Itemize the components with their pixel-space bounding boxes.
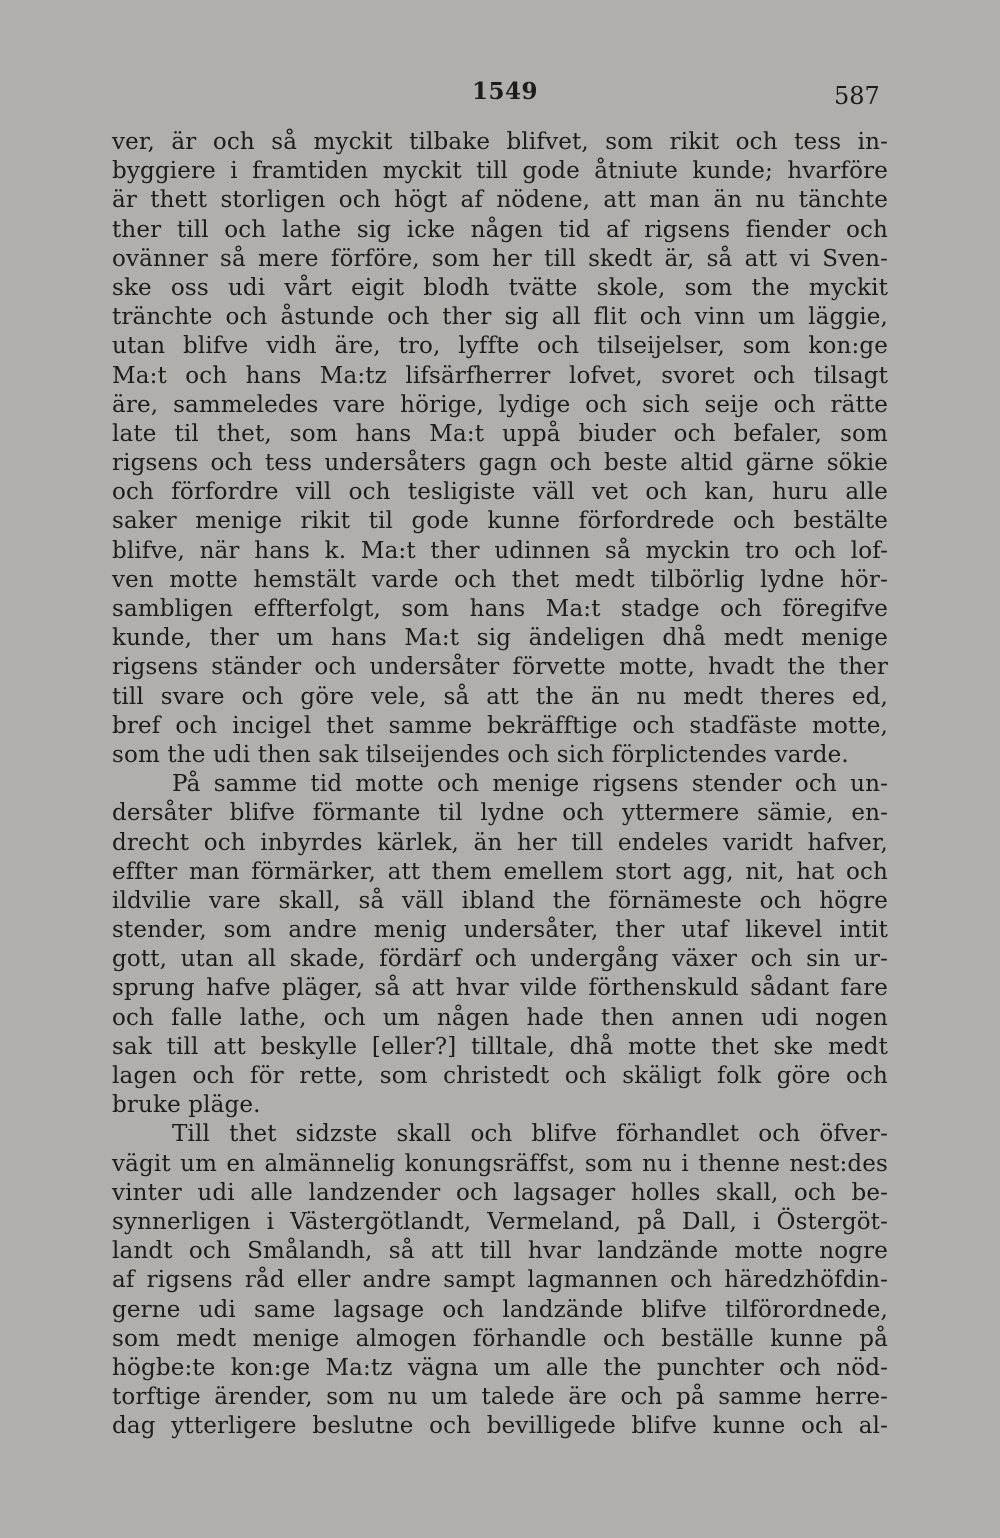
text-line: saker menige rikit til gode kunne förfordrede och bestälte bbox=[112, 508, 888, 535]
paragraph-start-line: Till thet sidzste skall och blifve förhandlet och öfver- bbox=[172, 1121, 888, 1148]
text-line: ovänner så mere förföre, som her till skedt är, så att vi Sven- bbox=[112, 245, 888, 272]
page-year-heading: 1549 bbox=[471, 78, 538, 105]
text-line: ven motte hemstält varde och thet medt tilbörlig lydne hör- bbox=[112, 566, 888, 593]
text-line: kunde, ther um hans Ma:t sig ändeligen dhå medt menige bbox=[112, 625, 888, 652]
text-line: ver, är och så myckit tilbake blifvet, som rikit och tess in- bbox=[112, 129, 888, 155]
text-line: synnerligen i Västergötlandt, Vermeland, på Dall, i Östergöt- bbox=[112, 1208, 888, 1235]
text-line: och förfordre vill och tesligiste väll vet och kan, huru alle bbox=[112, 479, 888, 506]
paragraph-end-line: bruke pläge. bbox=[112, 1092, 261, 1119]
text-line: lagen och för rette, som christedt och skäligt folk göre och bbox=[112, 1063, 888, 1089]
text-line: torftige ärender, som nu um talede äre och på samme herre- bbox=[112, 1384, 888, 1411]
text-line: byggiere i framtiden myckit till gode åtniute kunde; hvarföre bbox=[112, 158, 888, 185]
text-line: gerne udi same lagsage och landzände blifve tilförordnede, bbox=[112, 1296, 888, 1323]
text-line: late til thet, som hans Ma:t uppå biuder och befaler, som bbox=[112, 420, 888, 447]
text-line: högbe:te kon:ge Ma:tz vägna um alle the punchter och nöd- bbox=[112, 1354, 888, 1381]
text-line: sprung hafve pläger, så att hvar vilde förthenskuld sådant fare bbox=[112, 975, 888, 1002]
body-text bbox=[112, 128, 888, 1441]
text-line: Ma:t och hans Ma:tz lifsärfherrer lofvet, svoret och tilsagt bbox=[112, 362, 888, 389]
text-line: effter man förmärker, att them emellem stort agg, nit, hat och bbox=[112, 858, 888, 885]
text-line: stender, som andre menig undersåter, ther utaf likevel intit bbox=[112, 917, 888, 944]
text-line: är thett storligen och högt af nödene, att man än nu tänchte bbox=[112, 187, 888, 214]
text-line: dersåter blifve förmante til lydne och yttermere sämie, en- bbox=[112, 800, 888, 827]
text-line: sambligen effterfolgt, som hans Ma:t stadge och föregifve bbox=[112, 596, 888, 622]
text-line: vinter udi alle landzender och lagsager holles skall, och be- bbox=[112, 1179, 888, 1206]
text-line: dag ytterligere beslutne och bevilligede blifve kunne och al- bbox=[112, 1413, 888, 1440]
text-line: ther till och lathe sig icke någen tid af rigsens fiender och bbox=[112, 216, 888, 243]
text-line: blifve, när hans k. Ma:t ther udinnen så myckin tro och lof- bbox=[112, 537, 888, 564]
text-line: ske oss udi vårt eigit blodh tvätte skole, som the myckit bbox=[112, 274, 888, 301]
text-line: rigsens ständer och undersåter förvette motte, hvadt the ther bbox=[112, 654, 888, 681]
text-line: sak till att beskylle [eller?] tilltale, dhå motte thet ske medt bbox=[112, 1033, 888, 1060]
text-line: drecht och inbyrdes kärlek, än her till endeles varidt hafver, bbox=[112, 829, 888, 856]
text-line: bref och incigel thet samme bekräfftige och stadfäste motte, bbox=[112, 712, 888, 739]
page-number: 587 bbox=[834, 82, 880, 110]
text-line: af rigsens råd eller andre sampt lagmannen och häredzhöfdin- bbox=[112, 1267, 888, 1294]
paragraph-end-line: som the udi then sak tilseijendes och sich förplictendes varde. bbox=[112, 741, 849, 768]
text-line: som medt menige almogen förhandle och beställe kunne på bbox=[112, 1325, 888, 1352]
text-line: vägit um en almännelig konungsräffst, som nu i thenne nest:des bbox=[112, 1150, 888, 1177]
paragraph-start-line: På samme tid motte och menige rigsens stender och un- bbox=[172, 771, 888, 798]
text-line: landt och Smålandh, så att till hvar landzände motte nogre bbox=[112, 1238, 888, 1265]
text-line: utan blifve vidh äre, tro, lyffte och tilseijelser, som kon:ge bbox=[112, 333, 888, 360]
text-line: äre, sammeledes vare hörige, lydige och sich seije och rätte bbox=[112, 391, 888, 418]
text-line: och falle lathe, och um någen hade then annen udi nogen bbox=[112, 1004, 888, 1031]
text-line: tränchte och åstunde och ther sig all flit och vinn um läggie, bbox=[112, 304, 888, 331]
text-line: till svare och göre vele, så att the än nu medt theres ed, bbox=[112, 683, 888, 710]
text-line: rigsens och tess undersåters gagn och beste altid gärne sökie bbox=[112, 450, 888, 477]
text-line: gott, utan all skade, fördärf och undergång växer och sin ur- bbox=[112, 946, 888, 973]
text-line: ildvilie vare skall, så väll ibland the förnämeste och högre bbox=[112, 887, 888, 914]
